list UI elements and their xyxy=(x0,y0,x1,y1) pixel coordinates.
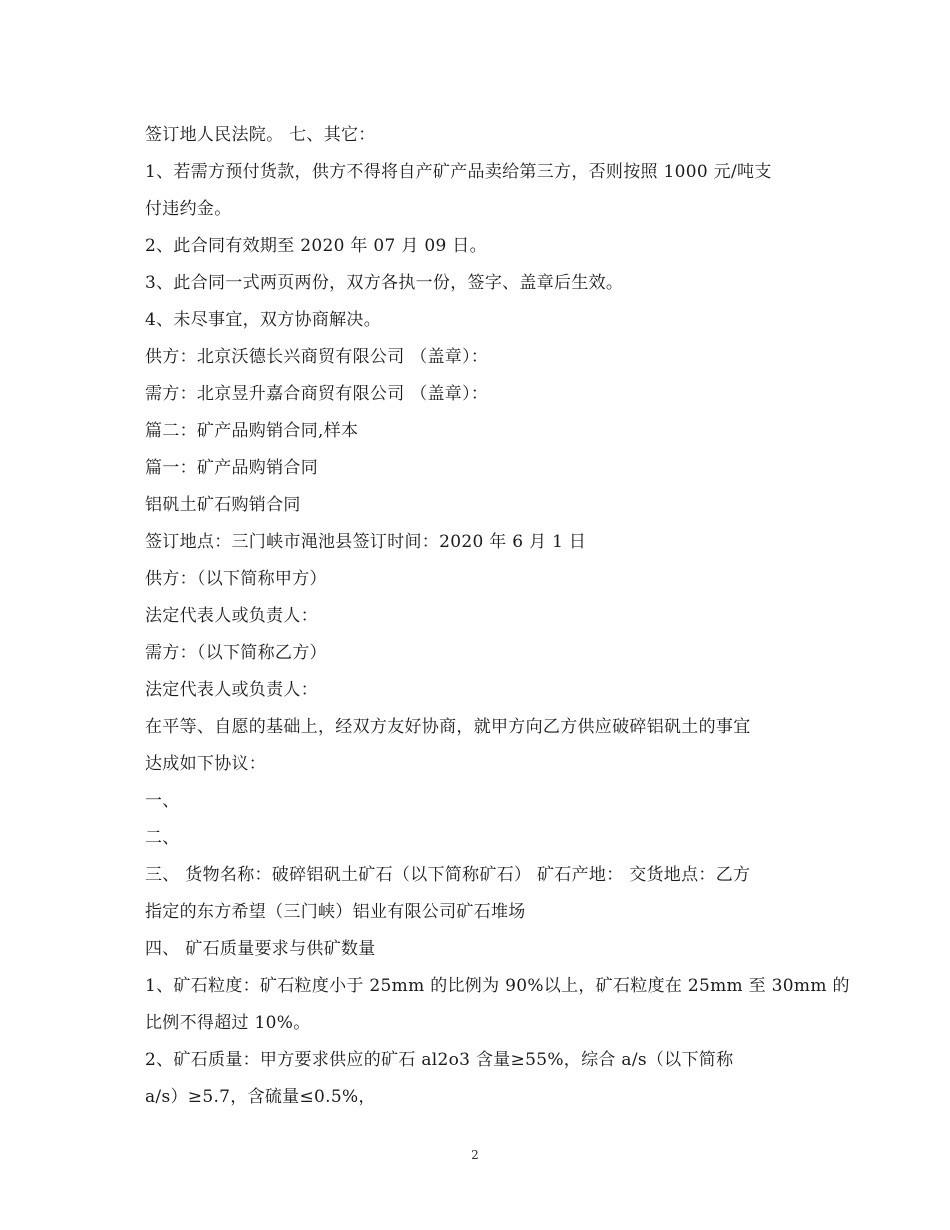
text-line: 一、 xyxy=(145,791,180,811)
text-line: 需方：（以下简称乙方） xyxy=(145,643,327,663)
page-number: 2 xyxy=(471,1148,479,1162)
text-line: 达成如下协议： xyxy=(145,754,267,774)
contract-title: 铝矾土矿石购销合同 xyxy=(145,495,301,515)
text-line: 签订地人民法院。 七、其它： xyxy=(145,125,376,145)
text-line: 法定代表人或负责人： xyxy=(145,680,318,700)
text-line: 1、若需方预付货款，供方不得将自产矿产品卖给第三方，否则按照 1000 元/吨支 xyxy=(145,162,772,182)
section-heading: 篇二：矿产品购销合同,样本 xyxy=(145,421,359,441)
text-line: 在平等、自愿的基础上，经双方友好协商，就甲方向乙方供应破碎铝矾土的事宜 xyxy=(145,717,751,737)
text-line: 指定的东方希望（三门峡）铝业有限公司矿石堆场 xyxy=(145,902,526,922)
text-line: 二、 xyxy=(145,828,180,848)
text-line: 3、此合同一式两页两份，双方各执一份，签字、盖章后生效。 xyxy=(145,273,624,293)
text-line: 四、 矿石质量要求与供矿数量 xyxy=(145,939,376,959)
text-line: 三、 货物名称：破碎铝矾土矿石（以下简称矿石） 矿石产地： 交货地点：乙方 xyxy=(145,865,751,885)
section-heading: 篇一：矿产品购销合同 xyxy=(145,458,318,478)
text-line: 比例不得超过 10%。 xyxy=(145,1013,311,1033)
text-line: a/s）≥5.7，含硫量≤0.5%， xyxy=(145,1087,376,1107)
supplier-line: 供方：北京沃德长兴商贸有限公司 （盖章）： xyxy=(145,347,489,367)
buyer-line: 需方：北京昱升嘉合商贸有限公司 （盖章）： xyxy=(145,384,489,404)
text-line: 付违约金。 xyxy=(145,199,232,219)
text-line: 1、矿石粒度：矿石粒度小于 25mm 的比例为 90%以上，矿石粒度在 25mm 至 30mm 的 xyxy=(145,976,850,996)
text-line: 签订地点：三门峡市渑池县签订时间：2020 年 6 月 1 日 xyxy=(145,532,587,552)
text-line: 法定代表人或负责人： xyxy=(145,606,318,626)
text-line: 2、此合同有效期至 2020 年 07 月 09 日。 xyxy=(145,236,487,256)
text-line: 2、矿石质量：甲方要求供应的矿石 al2o3 含量≥55%，综合 a/s（以下简称 xyxy=(145,1050,734,1070)
document-body xyxy=(145,117,850,1116)
text-line: 供方：（以下简称甲方） xyxy=(145,569,327,589)
text-line: 4、未尽事宜，双方协商解决。 xyxy=(145,310,382,330)
